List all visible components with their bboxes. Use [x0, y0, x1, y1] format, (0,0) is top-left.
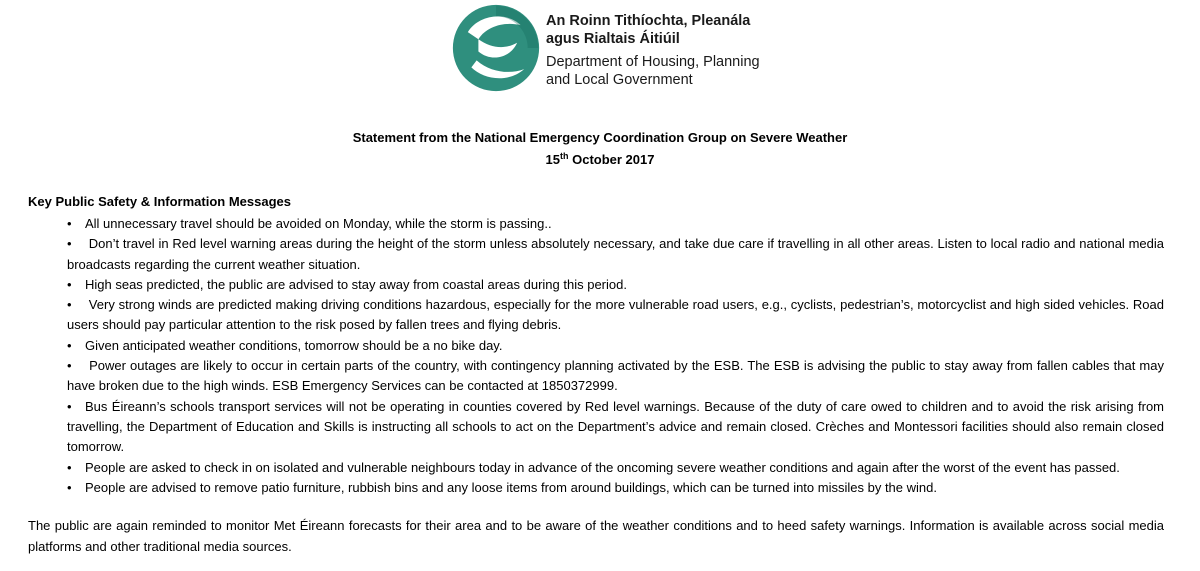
list-item [67, 214, 1164, 234]
department-name [546, 12, 760, 89]
closing-paragraph: The public are again reminded to monitor Met Éireann forecasts for their area and to be aware of the weather conditions and to heed safety warnings. Information is available across social media platforms and other traditional media sources. [28, 518, 1164, 554]
org-english-line-2: and Local Government [546, 72, 693, 88]
bullet-icon: • [67, 276, 72, 292]
list-item [67, 458, 1164, 478]
department-header [452, 4, 772, 92]
bullet-icon: • [67, 297, 72, 313]
bullet-icon: • [67, 398, 72, 414]
date-day: 15 [545, 152, 560, 167]
org-irish-name [546, 12, 760, 48]
list-item [67, 356, 1164, 397]
bullet-icon: • [67, 479, 72, 495]
org-irish-line-1: An Roinn Tithíochta, Pleanála [546, 13, 751, 29]
bullet-icon: • [67, 216, 72, 231]
list-item-text: Don’t travel in Red level warning areas during the height of the storm unless absolutely necessary, and take due care if travelling in all other areas. Listen to local radio and national media broadcasts regarding the current weather situation. [67, 236, 1164, 272]
org-english-name [546, 53, 760, 89]
list-item-text: People are advised to remove patio furniture, rubbish bins and any loose items from around buildings, which can be turned into missiles by the wind. [85, 479, 937, 495]
list-item [67, 478, 1164, 498]
date-rest: October 2017 [568, 152, 655, 167]
list-item-text: Power outages are likely to occur in certain parts of the country, with contingency planning activated by the ESB. The ESB is advising the public to stay away from fallen cables that may have broken due to the high winds. ESB Emergency Services can be contacted at 1850372999. [67, 358, 1164, 394]
list-item [67, 397, 1164, 458]
date-suffix: th [559, 151, 569, 161]
list-item-text: All unnecessary travel should be avoided on Monday, while the storm is passing.. [85, 216, 552, 231]
org-irish-line-2: agus Rialtais Áitiúil [546, 31, 680, 47]
statement-date [0, 151, 1200, 169]
list-item [67, 275, 1164, 295]
list-item-text: Very strong winds are predicted making driving conditions hazardous, especially for the more vulnerable road users, e.g., cyclists, pedestrian’s, motorcyclist and high sided vehicles. Road users should pay particular attention to the risk posed by fallen trees and flying debris. [67, 297, 1164, 333]
key-messages-heading: Key Public Safety & Information Messages [28, 194, 291, 209]
bullet-icon: • [67, 236, 72, 252]
list-item-text: Bus Éireann’s schools transport services will not be operating in counties covered by Red level warnings. Because of the duty of care owed to children and to avoid the risk arising from travelling, the Department of Education and Skills is instructing all schools to act on the Department’s advice and remain closed. Crèches and Montessori facilities should also remain closed tomorrow. [67, 398, 1164, 455]
bullet-icon: • [67, 337, 72, 353]
list-item [67, 234, 1164, 275]
key-messages-list [67, 214, 1164, 498]
list-item-text: People are asked to check in on isolated and vulnerable neighbours today in advance of the oncoming severe weather conditions and again after the worst of the event has passed. [85, 459, 1120, 475]
statement-title: Statement from the National Emergency Coordination Group on Severe Weather [352, 130, 848, 145]
bullet-icon: • [67, 358, 72, 374]
department-logo-icon [452, 4, 540, 92]
bullet-icon: • [67, 459, 72, 475]
list-item-text: High seas predicted, the public are advised to stay away from coastal areas during this period. [85, 276, 627, 292]
list-item [67, 295, 1164, 336]
list-item [67, 336, 1164, 356]
list-item-text: Given anticipated weather conditions, tomorrow should be a no bike day. [85, 337, 503, 353]
org-english-line-1: Department of Housing, Planning [546, 54, 760, 70]
